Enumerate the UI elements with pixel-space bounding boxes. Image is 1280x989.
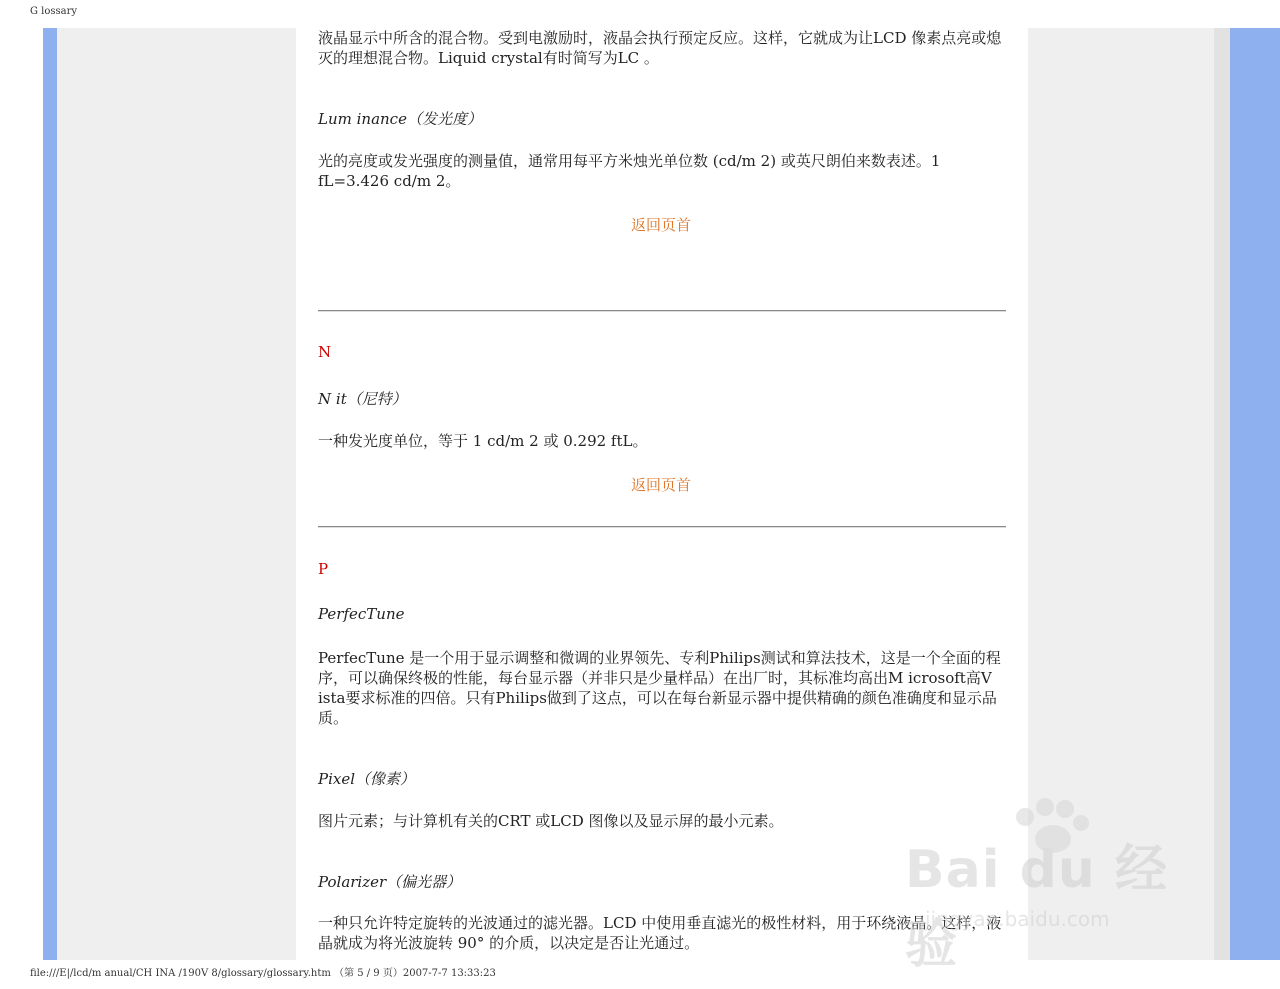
watermark-brand: Bai du 经验 — [905, 840, 1168, 975]
baidu-watermark — [905, 795, 1205, 975]
page-header-title: G lossary — [30, 6, 78, 17]
section-letter-p: P — [318, 560, 329, 578]
right-shade-panel — [1214, 28, 1230, 960]
term-perfectune: PerfecTune — [318, 605, 405, 623]
section-letter-n: N — [318, 343, 332, 361]
term-pixel: Pixel（像素） — [318, 770, 416, 788]
lc-definition-text: 液晶显示中所含的混合物。受到电激励时，液晶会执行预定反应。这样，它就成为让LCD 像素点亮或熄灭的理想混合物。Liquid crystal有时简写为LC 。 — [318, 29, 1002, 67]
nit-definition-text: 一种发光度单位，等于 1 cd/m 2 或 0.292 ftL。 — [318, 432, 648, 450]
section-divider — [318, 310, 1006, 312]
page-footer-path: file:///E|/lcd/m anual/CH INA /190V 8/glossary/glossary.htm （第 5 / 9 页）2007-7-7 13:33:23 — [30, 968, 496, 979]
pixel-definition-text: 图片元素；与计算机有关的CRT 或LCD 图像以及显示屏的最小元素。 — [318, 812, 784, 830]
section-divider — [318, 526, 1006, 528]
polarizer-definition-text: 一种只允许特定旋转的光波通过的滤光器。LCD 中使用垂直滤光的极性材料，用于环绕液晶。这样，液晶就成为将光波旋转 90° 的介质，以决定是否让光通过。 — [318, 914, 1002, 952]
right-blue-stripe — [1230, 28, 1280, 960]
watermark-url: jingyan.baidu.com — [925, 907, 1110, 931]
back-to-top-link[interactable]: 返回页首 — [631, 476, 692, 494]
term-luminance: Lum inance（发光度） — [318, 110, 482, 128]
back-to-top-link[interactable]: 返回页首 — [631, 216, 692, 234]
left-blue-stripe — [43, 28, 57, 960]
perfectune-definition-text: PerfecTune 是一个用于显示调整和微调的业界领先、专利Philips测试和算法技术，这是一个全面的程序，可以确保终极的性能，每台显示器（并非只是少量样品）在出厂时，其标准均高出M icrosoft高V ista要求标准的四倍。只有Philips做到了这点，可以在每台新显示器中提供精确的颜色准确度和显示品质。 — [318, 649, 1001, 727]
term-polarizer: Polarizer（偏光器） — [318, 873, 462, 891]
term-nit: N it（尼特） — [318, 390, 407, 408]
luminance-definition-text: 光的亮度或发光强度的测量值，通常用每平方米烛光单位数 (cd/m 2) 或英尺朗伯来数表述。1 fL=3.426 cd/m 2。 — [318, 152, 941, 190]
left-gray-panel — [57, 28, 296, 960]
